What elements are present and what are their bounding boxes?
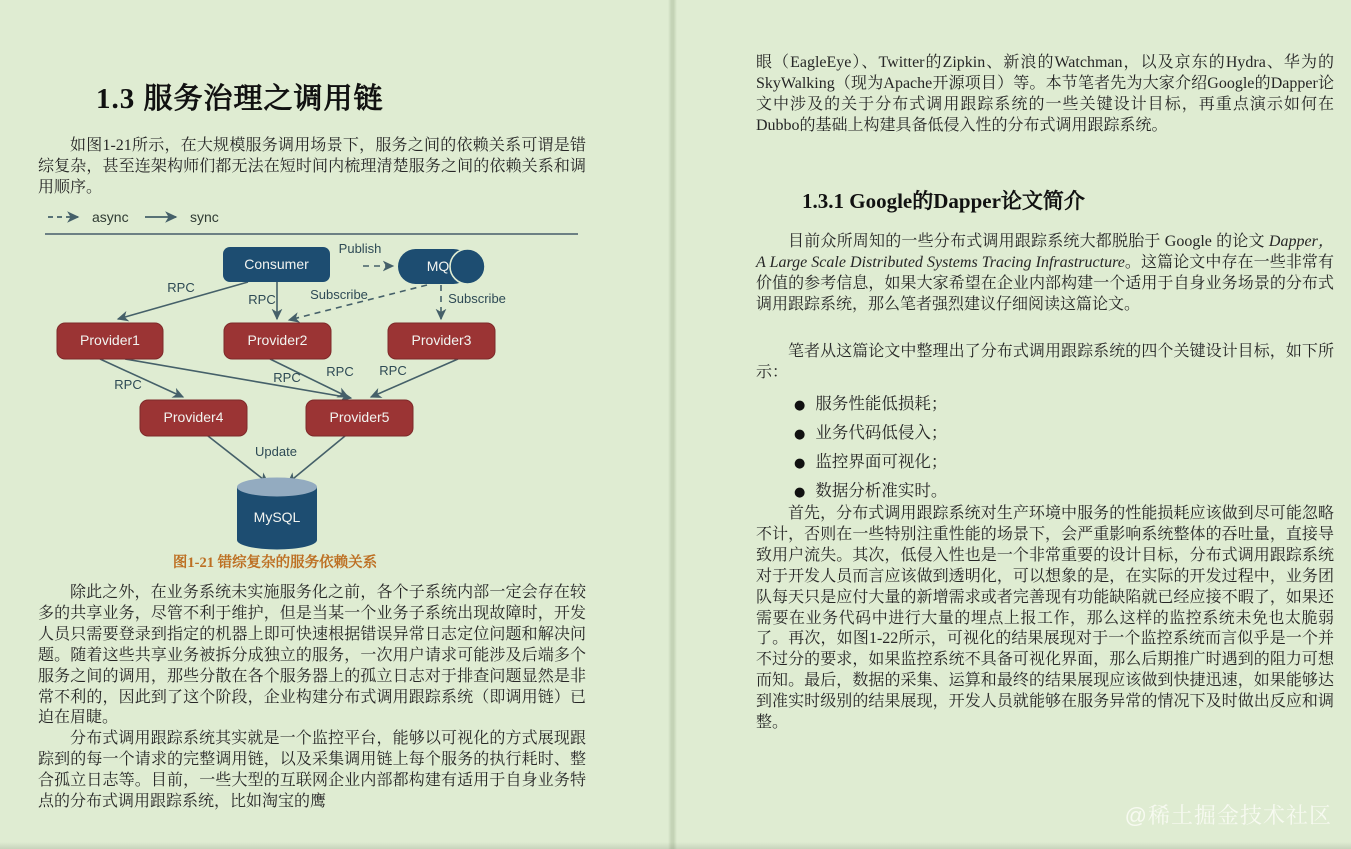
provider4-node-label: Provider4 [163,409,224,425]
list-item [794,419,1334,448]
list-item-label: 业务代码低侵入； [815,423,948,442]
paragraph-tracing-platform: 分布式调用跟踪系统其实就是一个监控平台，能够以可视化的方式展现跟踪到的每一个请求的完整调用链，以及采集调用链上每个服务的执行耗时、整合孤立日志等。目前，一些大型的互联网企业内部都构建有适用于自身业务特点的分布式调用跟踪系统，比如淘宝的鹰 [38,730,586,810]
consumer-node [223,247,330,282]
bullet-icon: ● [794,485,806,500]
edge-label-subscribe: Subscribe [448,291,506,306]
design-goals-list [794,390,1334,506]
edge-label-rpc: RPC [114,377,142,392]
edge-label-rpc: RPC [273,370,301,385]
subsection-title: 1.3.1 Google的Dapper论文简介 [802,189,1085,213]
provider3-node-label: Provider3 [411,332,472,348]
provider1-node-label: Provider1 [80,332,140,348]
mysql-node-label: MySQL [253,509,301,525]
page-bottom-shadow [0,842,1351,849]
list-item-label: 监控界面可视化； [815,452,948,471]
provider5-node [306,400,413,436]
edge-label-publish: Publish [338,241,382,256]
provider2-node [224,323,331,359]
legend-async-label: async [92,209,129,225]
mq-node-label: MQ [426,258,450,274]
mq-node [398,249,485,284]
edge-label-rpc: RPC [167,280,195,295]
bullet-icon: ● [794,398,806,413]
edge-label-rpc: RPC [326,364,354,379]
mysql-database-node [237,478,317,550]
list-item-label: 数据分析准实时。 [815,481,948,500]
list-item-label: 服务性能低损耗； [815,394,948,413]
dapper-paper-title: Dapper，A Large Scale Distributed Systems Tracing Infrastructure [756,233,1334,271]
edge-label-subscribe: Subscribe [310,287,368,302]
bullet-icon: ● [794,427,806,442]
diagram-legend [45,209,578,234]
dapper-text-prefix: 目前众所周知的一些分布式调用跟踪系统大都脱胎于 Google 的论文 [788,233,1269,250]
edge-label-rpc: RPC [248,292,276,307]
juejin-watermark: @稀土掘金技术社区 [1124,803,1332,828]
edge-label-update: Update [255,444,297,459]
paragraph-goal-details: 首先，分布式调用跟踪系统对生产环境中服务的性能损耗应该做到尽可能忽略不计，否则在一些特别注重性能的场景下，会严重影响系统整体的吞吐量，直接导致用户流失。其次，低侵入性也是一个非常重要的设计目标，分布式调用跟踪系统对于开发人员而言应该做到透明化，可以想象的是，在实际的开发过程中，业务团队每天只是应付大量的新增需求或者完善现有功能缺陷就已经应接不暇了，如果还需要在业务代码中进行大量的埋点上报工作，那么这样的监控系统未免也太脆弱了。再次，如图1-22所示，可视化的结果展现对于一个监控系统而言似乎是一个并不过分的要求，如果监控系统不具备可视化界面，那么后期推广时遇到的阻力可想而知。最后，数据的采集、运算和最终的结果展现应该做到快捷迅速，如果能够达到准实时级别的结果展现，开发人员就能够在服务异常的情况下及时做出反应和调整。 [756,505,1334,732]
paragraph-dapper-paper [756,232,1334,316]
book-spine-gutter [668,0,677,849]
paragraph-intro: 如图1-21所示，在大规模服务调用场景下，服务之间的依赖关系可谓是错综复杂，甚至连架构师们都无法在短时间内梳理清楚服务之间的依赖关系和调用顺序。 [38,137,586,196]
paragraph-shared-business: 除此之外，在业务系统未实施服务化之前，各个子系统内部一定会存在较多的共享业务，尽管不利于维护，但是当某一个业务子系统出现故障时，开发人员只需要登录到指定的机器上即可快速根据错误异常日志定位问题和解决问题。随着这些共享业务被拆分成独立的服务，一次用户请求可能涉及后端多个服务之间的调用，那些分散在各个服务器上的孤立日志对于排查问题显然是非常不利的，因此到了这个阶段，企业构建分布式调用跟踪系统（即调用链）已迫在眉睫。 [38,584,586,727]
edge-label-rpc: RPC [379,363,407,378]
section-title: 1.3 服务治理之调用链 [96,83,384,115]
provider3-node [388,323,495,359]
paragraph-design-goals: 笔者从这篇论文中整理出了分布式调用跟踪系统的四个关键设计目标，如下所示： [756,343,1334,381]
legend-sync-label: sync [190,209,219,225]
list-item [794,448,1334,477]
service-dependency-diagram [30,206,600,576]
figure-caption: 图1-21 错综复杂的服务依赖关系 [172,555,378,571]
provider1-node [57,323,163,359]
list-item [794,477,1334,506]
list-item [794,390,1334,419]
consumer-node-label: Consumer [244,256,309,272]
provider4-node [140,400,247,436]
dapper-text-suffix: 。这篇论文中存在一些非常有价值的参考信息，如果大家希望在企业内部构建一个适用于自身业务场景的分布式调用跟踪系统，那么笔者强烈建议仔细阅读这篇论文。 [756,253,1334,313]
provider5-node-label: Provider5 [329,409,390,425]
provider2-node-label: Provider2 [247,332,308,348]
bullet-icon: ● [794,456,806,471]
paragraph-tracing-systems-list: 眼（EagleEye）、Twitter的Zipkin、新浪的Watchman，以及京东的Hydra、华为的SkyWalking（现为Apache开源项目）等。本节笔者先为大家介绍Google的Dapper论文中涉及的关于分布式调用跟踪系统的一些关键设计目标，再重点演示如何在Dubbo的基础上构建具备低侵入性的分布式调用跟踪系统。 [756,54,1334,134]
